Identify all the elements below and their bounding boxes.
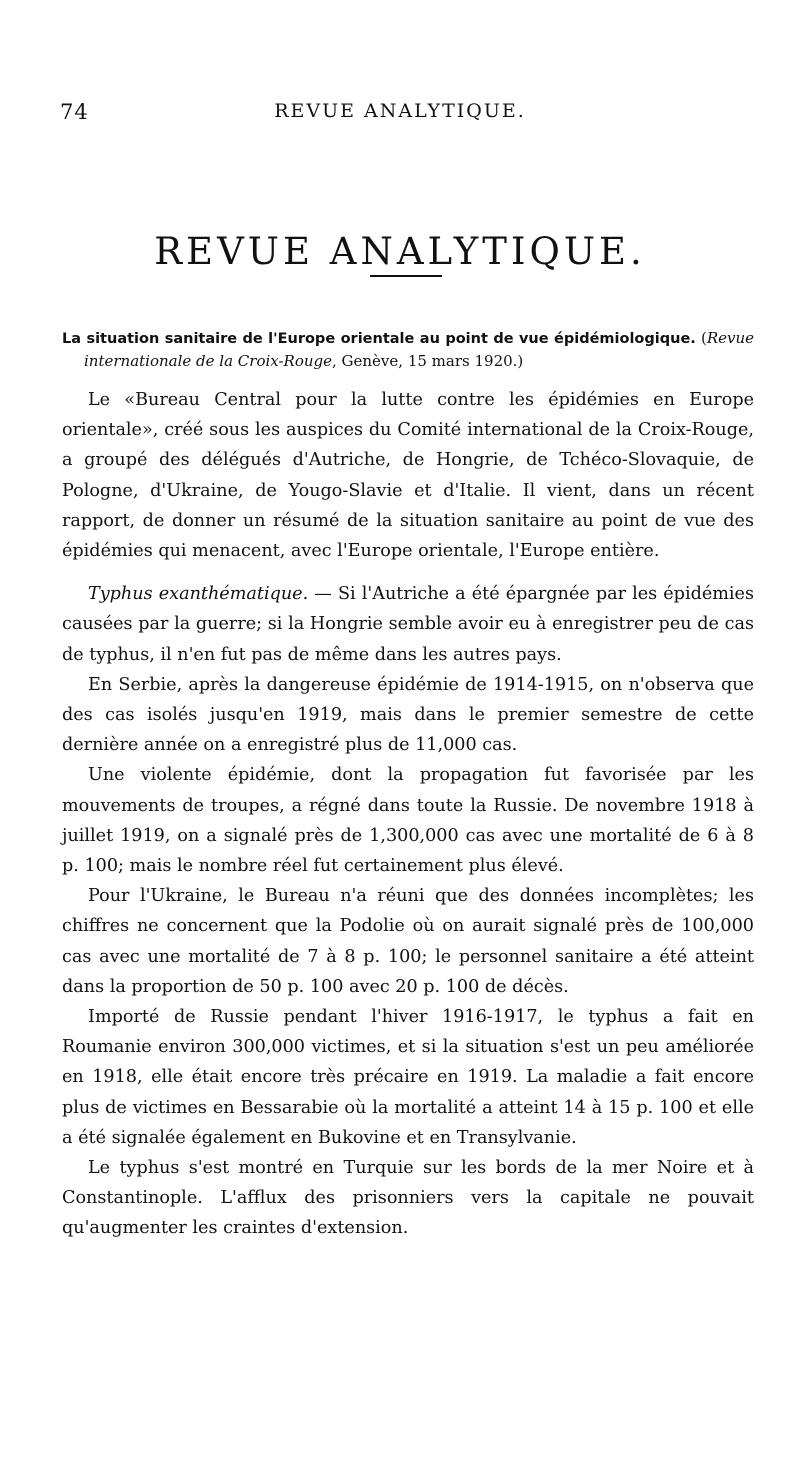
reference-publication: , Genève, 15 mars 1920.) bbox=[332, 352, 524, 370]
reference-title: La situation sanitaire de l'Europe orientale au point de vue épidémiologique. bbox=[62, 331, 696, 347]
page-number: 74 bbox=[60, 100, 89, 124]
reference-open-paren: ( bbox=[695, 329, 707, 347]
paragraph-typhus bbox=[62, 579, 754, 670]
article-body bbox=[62, 327, 754, 1244]
running-head bbox=[60, 100, 740, 130]
subsection-heading: Typhus exanthématique. bbox=[88, 584, 309, 605]
paragraph-roumanie: Importé de Russie pendant l'hiver 1916-1917, le typhus a fait en Roumanie environ 300,000 victimes, et si la situation s'est un peu améliorée en 1918, elle était encore très précaire en 1919. La maladie a fait encore plus de victimes en Bessarabie où la mortalité a atteint 14 à 15 p. 100 et elle a été signalée également en Bukovine et en Transylvanie. bbox=[62, 1007, 754, 1148]
section-title: REVUE ANALYTIQUE. bbox=[154, 229, 646, 273]
paragraph-serbie: En Serbie, après la dangereuse épidémie de 1914-1915, on n'observa que des cas isolés jusqu'en 1919, mais dans le premier semestre de cette dernière année on a enregistré plus de 11,000 cas. bbox=[62, 674, 754, 756]
title-divider bbox=[370, 275, 442, 277]
reference-journal: Revue internationale de la Croix-Rouge bbox=[84, 329, 754, 370]
paragraph-intro: Le «Bureau Central pour la lutte contre les épidémies en Europe orientale», créé sous les auspices du Comité international de la Croix-Rouge, a groupé des délégués d'Autriche, de Hongrie, de Tchéco-Slovaquie, de Pologne, d'Ukraine, de Yougo-Slavie et d'Italie. Il vient, dans un récent rapport, de donner un résumé de la situation sanitaire au point de vue des épidémies qui menacent, avec l'Europe orientale, l'Europe entière. bbox=[62, 390, 754, 562]
paragraph-russie: Une violente épidémie, dont la propagation fut favorisée par les mouvements de troupes, a régné dans toute la Russie. De novembre 1918 à juillet 1919, on a signalé près de 1,300,000 cas avec une mortalité de 6 à 8 p. 100; mais le nombre réel fut certainement plus élevé. bbox=[62, 765, 754, 877]
paragraph-ukraine: Pour l'Ukraine, le Bureau n'a réuni que des données incomplètes; les chiffres ne concernent que la Podolie où on aurait signalé près de 100,000 cas avec une mortalité de 7 à 8 p. 100; le personnel sanitaire a été atteint dans la proportion de 50 p. 100 avec 20 p. 100 de décès. bbox=[62, 886, 754, 997]
paragraph-turquie: Le typhus s'est montré en Turquie sur les bords de la mer Noire et à Constantinople. L'afflux des prisonniers vers la capitale ne pouvait qu'augmenter les craintes d'extension. bbox=[62, 1158, 754, 1239]
running-title: REVUE ANALYTIQUE. bbox=[274, 100, 526, 122]
bibliographic-reference bbox=[62, 327, 754, 373]
paragraph-typhus-text: — Si l'Autriche a été épargnée par les épidémies causées par la guerre; si la Hongrie semble avoir eu à enregistrer peu de cas de typhus, il n'en fut pas de même dans les autres pays. bbox=[62, 584, 754, 665]
